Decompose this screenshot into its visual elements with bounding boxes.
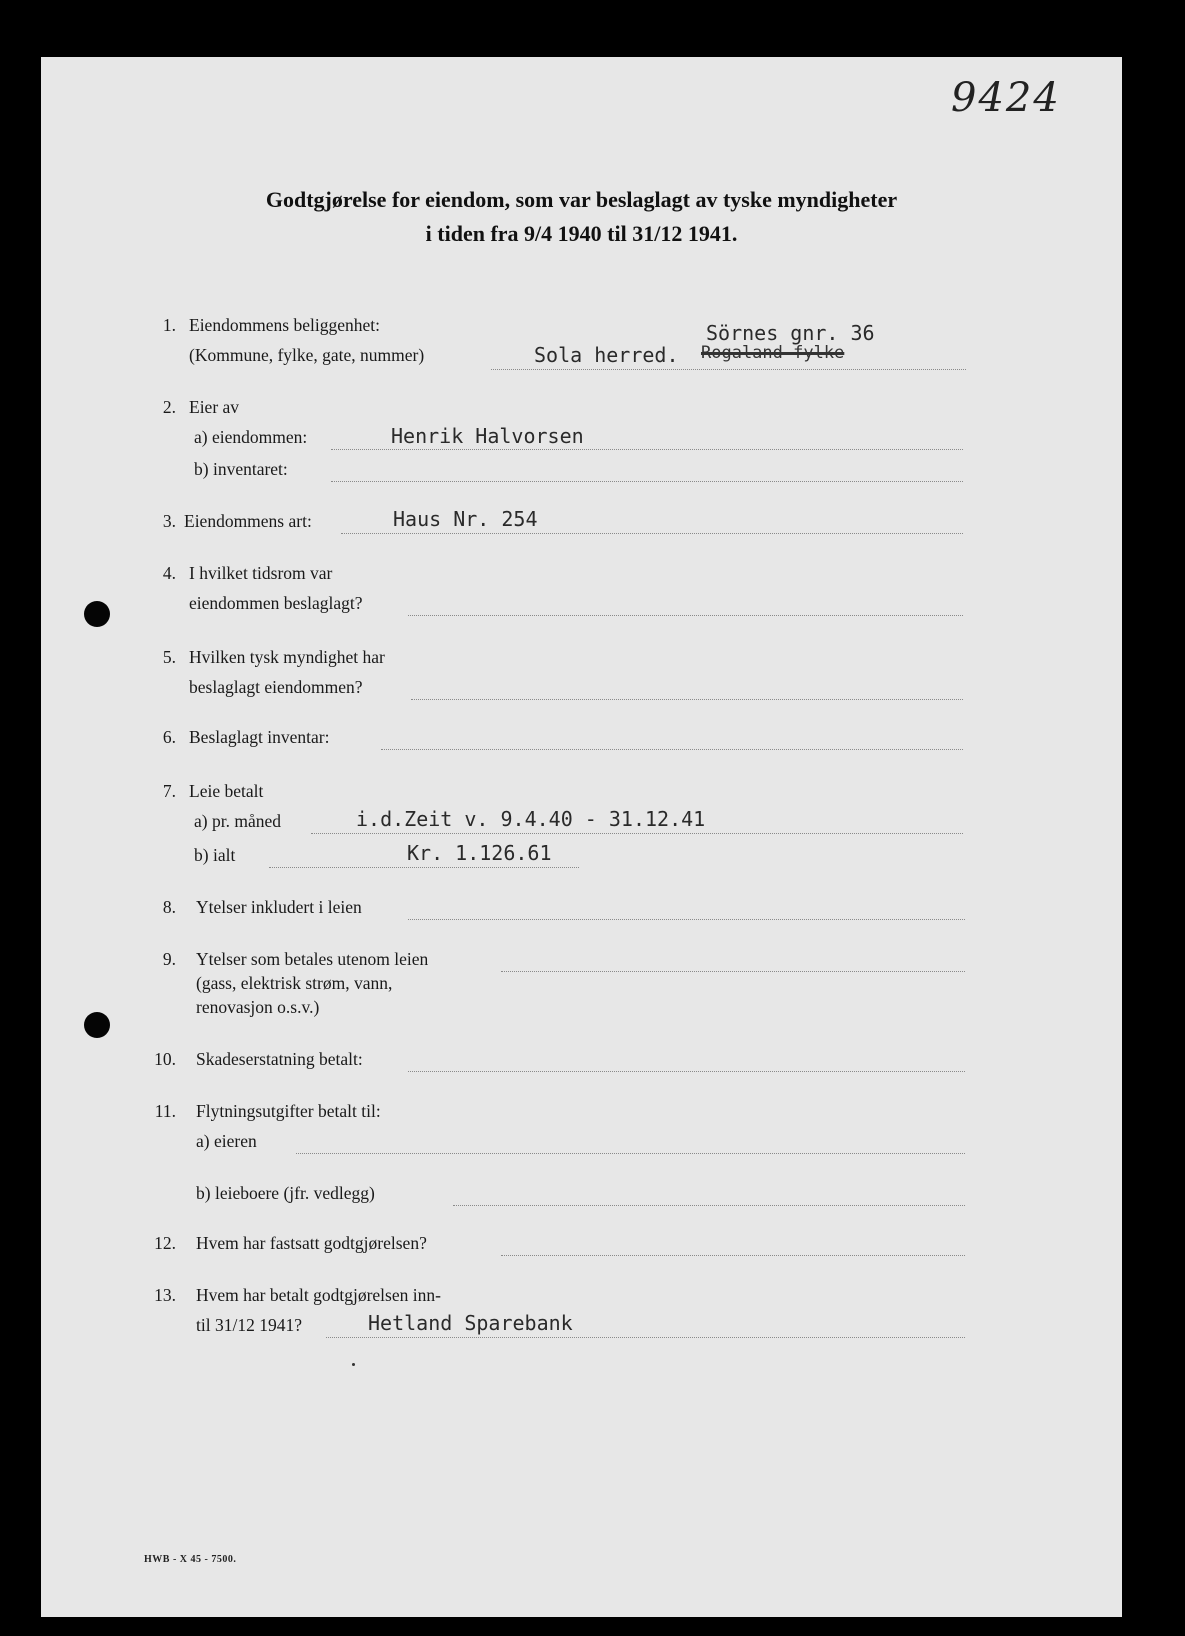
q12-answer-line — [501, 1255, 965, 1256]
q5-label-cont: beslaglagt eiendommen? — [189, 677, 363, 697]
q10-number: 10. — [154, 1049, 176, 1069]
q12-label: Hvem har fastsatt godtgjørelsen? — [196, 1233, 427, 1253]
q11b-answer-line — [453, 1205, 965, 1206]
archive-number: 9424 — [951, 75, 1061, 121]
q1-label: Eiendommens beliggenhet: — [189, 315, 380, 335]
q8-number: 8. — [162, 897, 176, 917]
q13-value: Hetland Sparebank — [368, 1311, 573, 1335]
q5-answer-line — [411, 699, 963, 700]
q1-value-top: Sörnes gnr. 36 — [706, 321, 875, 345]
q2b-label: b) inventaret: — [194, 459, 288, 479]
q1-sublabel: (Kommune, fylke, gate, nummer) — [189, 345, 425, 365]
q7-label: Leie betalt — [189, 781, 264, 801]
q13-label-cont: til 31/12 1941? — [196, 1315, 302, 1335]
q13-number: 13. — [154, 1285, 176, 1305]
q8-label: Ytelser inkludert i leien — [196, 897, 362, 917]
q10-answer-line — [408, 1071, 965, 1072]
q11-number: 11. — [154, 1101, 176, 1121]
q11a-label: a) eieren — [196, 1131, 257, 1151]
q3-number: 3. — [162, 511, 176, 531]
q7a-answer-line — [311, 833, 963, 834]
q1-number: 1. — [162, 315, 176, 335]
q6-number: 6. — [162, 727, 176, 747]
q9-answer-line — [501, 971, 965, 972]
q7b-label: b) ialt — [194, 845, 236, 865]
q2b-answer-line — [331, 481, 963, 482]
q7a-label: a) pr. måned — [194, 811, 281, 831]
q6-answer-line — [381, 749, 963, 750]
q2a-label: a) eiendommen: — [194, 427, 308, 447]
q9-label-cont: (gass, elektrisk strøm, vann, — [196, 973, 393, 993]
q2-label: Eier av — [189, 397, 240, 417]
q5-number: 5. — [162, 647, 176, 667]
form-title-line1: Godtgjørelse for eiendom, som var beslaglagt av tyske myndigheter — [265, 187, 898, 212]
q2a-value: Henrik Halvorsen — [391, 424, 584, 448]
q3-label: Eiendommens art: — [184, 511, 312, 531]
q6-label: Beslaglagt inventar: — [189, 727, 330, 747]
q10-label: Skadeserstatning betalt: — [196, 1049, 363, 1069]
form-sheet — [41, 57, 1122, 1617]
q3-answer-line — [341, 533, 963, 534]
q3-value: Haus Nr. 254 — [393, 507, 538, 531]
q7b-value: Kr. 1.126.61 — [407, 841, 552, 865]
q5-label: Hvilken tysk myndighet har — [189, 647, 385, 667]
punch-hole-bottom — [84, 1012, 110, 1038]
q7b-answer-line — [269, 867, 579, 868]
q1-value-main: Sola herred. — [534, 343, 679, 367]
q4-number: 4. — [162, 563, 176, 583]
q2-number: 2. — [162, 397, 176, 417]
q11b-label: b) leieboere (jfr. vedlegg) — [196, 1183, 375, 1203]
q7a-value: i.d.Zeit v. 9.4.40 - 31.12.41 — [356, 807, 706, 831]
q4-label: I hvilket tidsrom var — [189, 563, 333, 583]
q1-answer-line — [491, 369, 966, 370]
punch-hole-top — [84, 601, 110, 627]
form-code: HWB - X 45 - 7500. — [144, 1554, 237, 1565]
q12-number: 12. — [154, 1233, 176, 1253]
q1-value-struck: Rogaland fylke — [701, 343, 845, 363]
q11a-answer-line — [296, 1153, 965, 1154]
q9-label: Ytelser som betales utenom leien — [196, 949, 429, 969]
q9-label-cont2: renovasjon o.s.v.) — [196, 997, 320, 1017]
q2a-answer-line — [331, 449, 963, 450]
q9-number: 9. — [162, 949, 176, 969]
q7-number: 7. — [162, 781, 176, 801]
q4-label-cont: eiendommen beslaglagt? — [189, 593, 363, 613]
q11-label: Flytningsutgifter betalt til: — [196, 1101, 381, 1121]
q13-answer-line — [326, 1337, 965, 1338]
ink-speck — [352, 1363, 355, 1366]
q4-answer-line — [408, 615, 963, 616]
q13-label: Hvem har betalt godtgjørelsen inn- — [196, 1285, 441, 1305]
q8-answer-line — [408, 919, 965, 920]
form-title-line2: i tiden fra 9/4 1940 til 31/12 1941. — [425, 221, 738, 246]
